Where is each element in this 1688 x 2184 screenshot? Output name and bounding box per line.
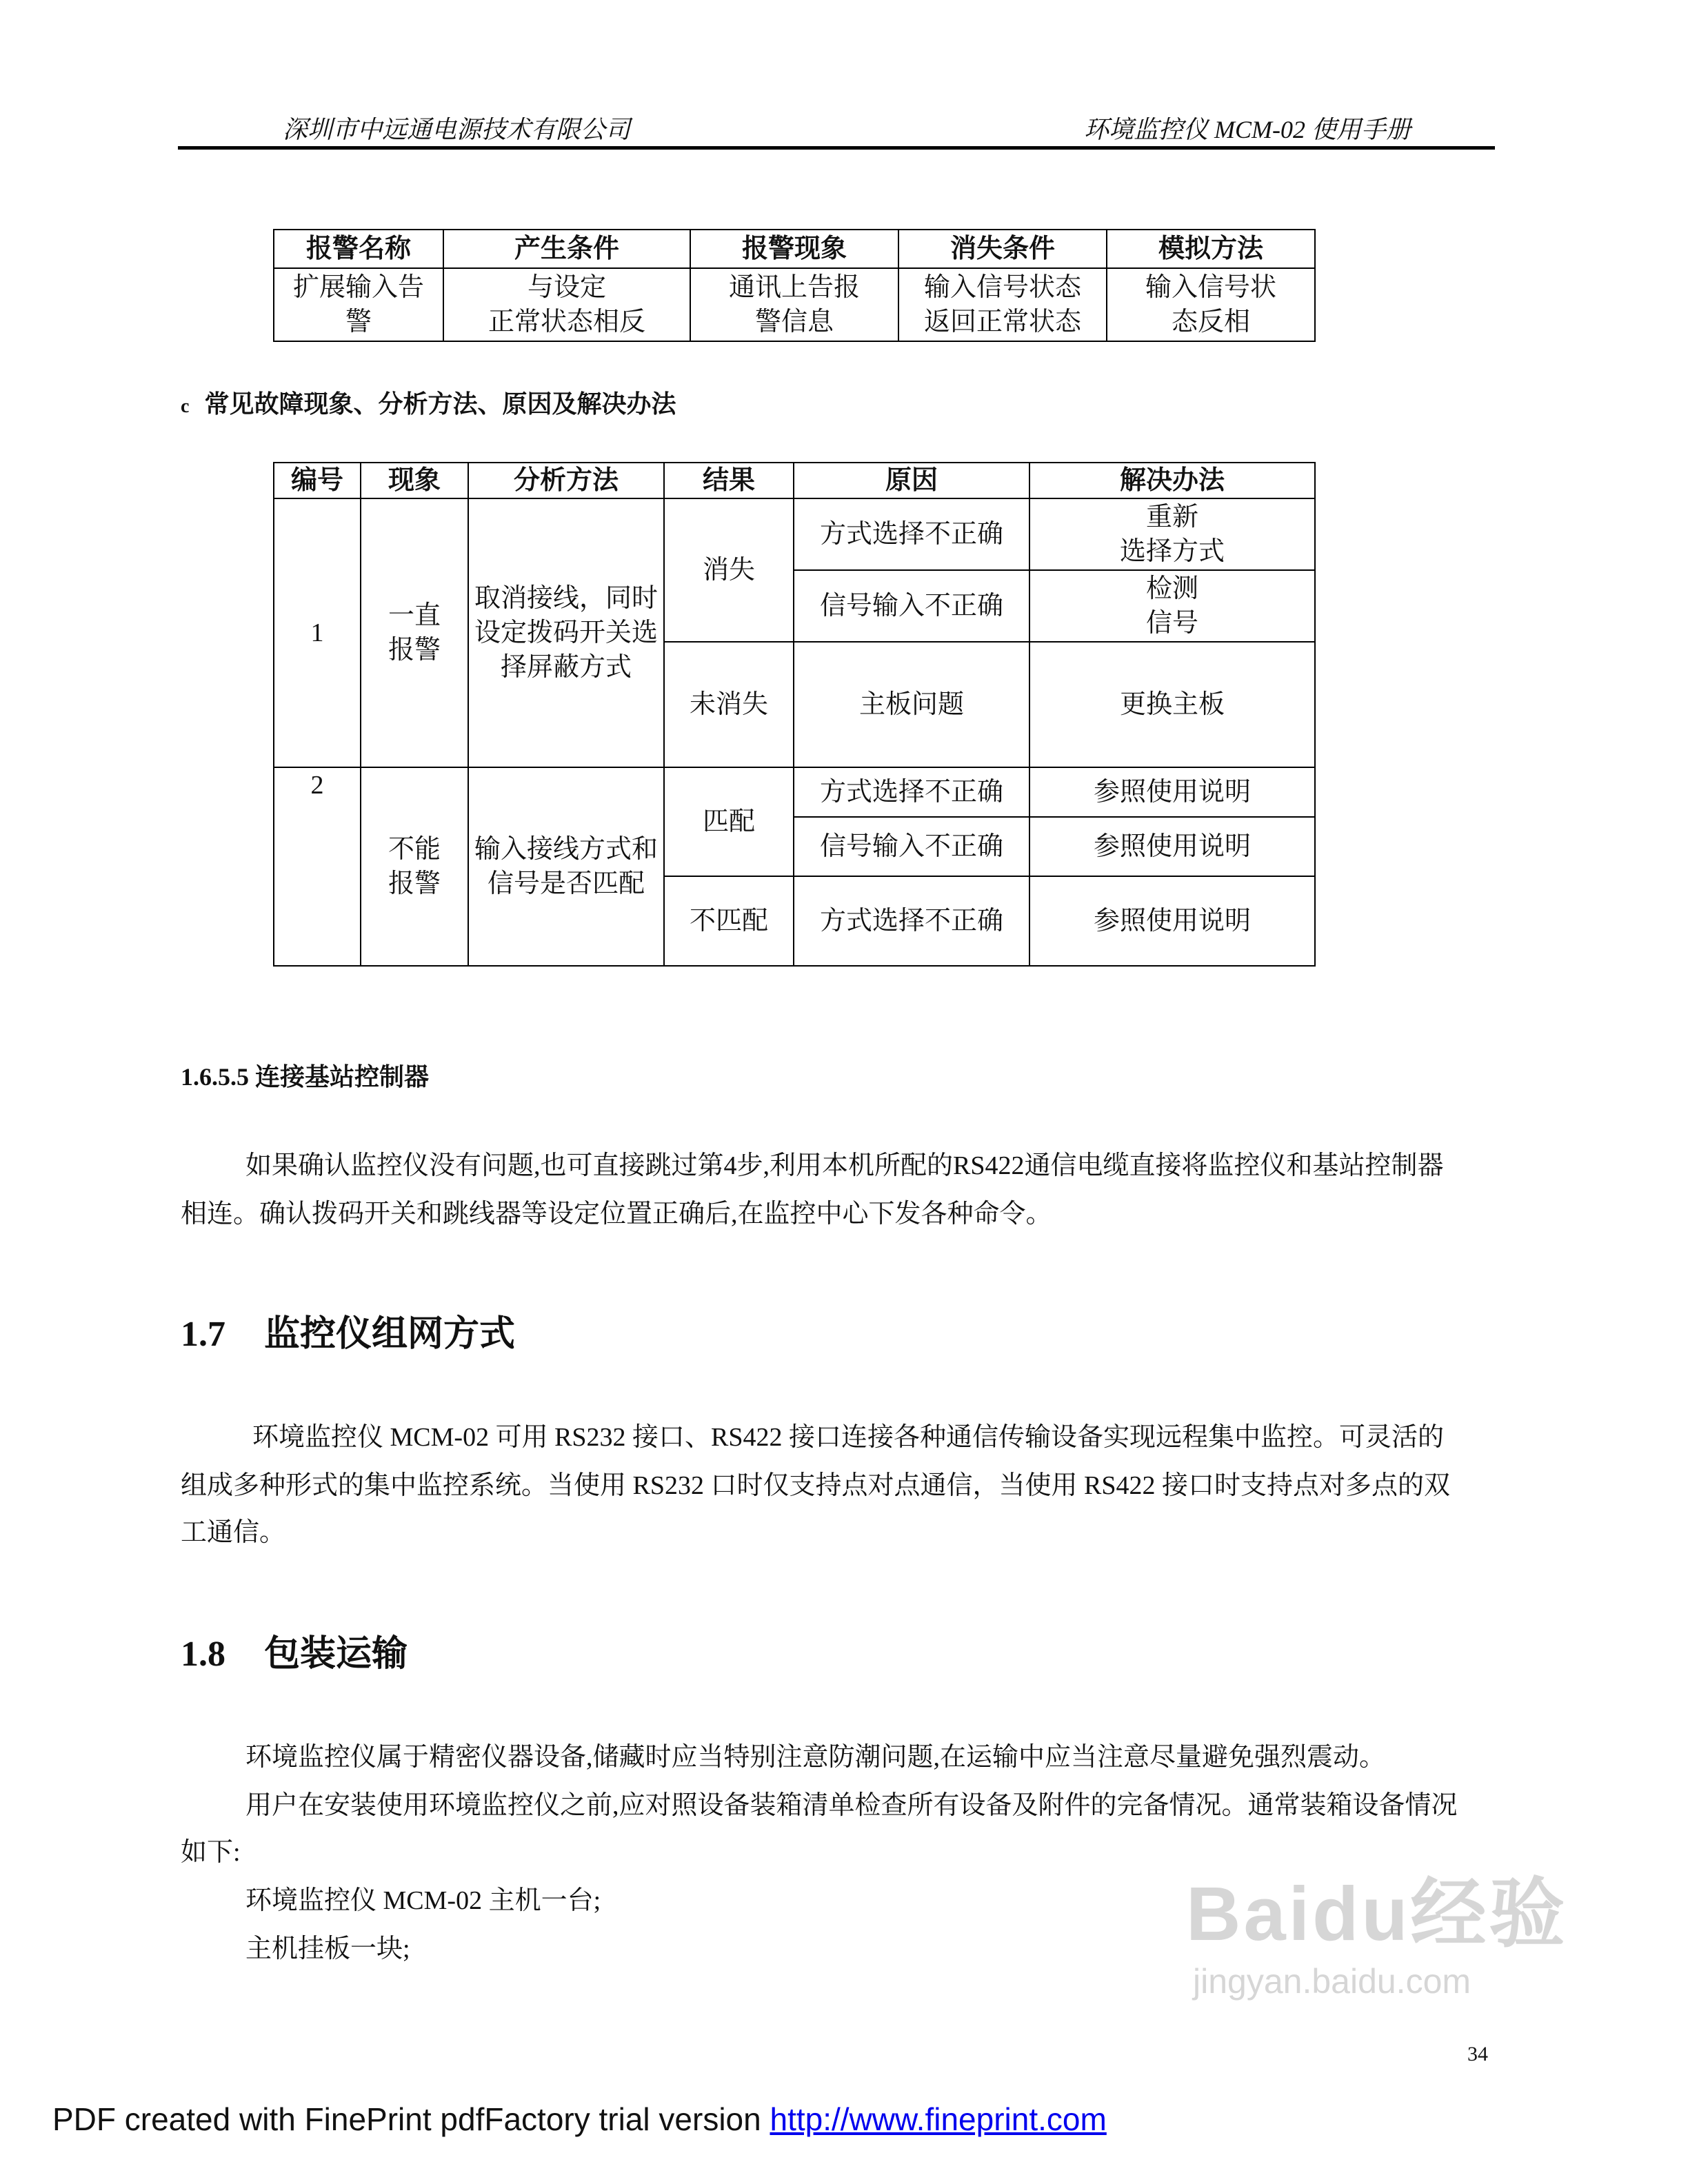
phenomenon: 不能 报警: [361, 767, 468, 966]
watermark-brand: Baidu经验: [1186, 1872, 1568, 1957]
paragraph-line: 工通信。: [181, 1518, 286, 1547]
analysis-method: 取消接线，同时设定拨码开关选择屏蔽方式: [468, 498, 664, 767]
header-company: 深圳市中远通电源技术有限公司: [283, 116, 631, 143]
page-number: 34: [1467, 2043, 1488, 2065]
section-number: 1.8: [181, 1635, 225, 1674]
result: 不匹配: [664, 876, 794, 966]
section-title: 监控仪组网方式: [264, 1315, 516, 1354]
col-header: 模拟方法: [1107, 230, 1315, 268]
paragraph-line: 主机挂板一块;: [245, 1934, 410, 1963]
result: 匹配: [664, 767, 794, 876]
solution: 检测 信号: [1029, 570, 1315, 642]
table-cell: 扩展输入告 警: [274, 268, 443, 341]
subsection-heading: 1.6.5.5 连接基站控制器: [181, 1063, 430, 1091]
col-header: 报警现象: [690, 230, 898, 268]
table-cell: 与设定 正常状态相反: [443, 268, 690, 341]
header-manual-title: 环境监控仪 MCM-02 使用手册: [1084, 116, 1411, 143]
paragraph-line: 用户在安装使用环境监控仪之前,应对照设备装箱清单检查所有设备及附件的完备情况。通常装箱设备情况: [245, 1791, 1458, 1820]
result: 消失: [664, 498, 794, 642]
col-header: 现象: [361, 463, 468, 498]
col-header: 结果: [664, 463, 794, 498]
fault-table: [273, 462, 1316, 967]
table-cell: 输入信号状 态反相: [1107, 268, 1315, 341]
paragraph-line: 环境监控仪 MCM-02 主机一台;: [245, 1886, 601, 1915]
section-title: 常见故障现象、分析方法、原因及解决办法: [204, 390, 676, 418]
solution: 参照使用说明: [1029, 817, 1315, 876]
watermark-url: jingyan.baidu.com: [1193, 1962, 1471, 2001]
cause: 信号输入不正确: [794, 817, 1029, 876]
solution: 参照使用说明: [1029, 767, 1315, 817]
col-header: 原因: [794, 463, 1029, 498]
paragraph-line: 相连。确认拨码开关和跳线器等设定位置正确后,在监控中心下发各种命令。: [181, 1200, 1052, 1228]
paragraph-line: 环境监控仪 MCM-02 可用 RS232 接口、RS422 接口连接各种通信传输设备实现远程集中监控。可灵活的: [252, 1423, 1445, 1452]
pdf-footer: [52, 2100, 1107, 2138]
section-number: 1.7: [181, 1315, 225, 1354]
col-header: 消失条件: [898, 230, 1107, 268]
paragraph-line: 如下:: [181, 1838, 241, 1867]
section-marker: c: [181, 396, 190, 417]
solution: 重新 选择方式: [1029, 498, 1315, 570]
row-number: 2: [274, 767, 361, 966]
col-header: 分析方法: [468, 463, 664, 498]
footer-link[interactable]: http://www.fineprint.com: [770, 2101, 1107, 2137]
col-header: 报警名称: [274, 230, 443, 268]
row-number: 1: [274, 498, 361, 767]
baidu-watermark: [1186, 1870, 1568, 2003]
paragraph-line: 如果确认监控仪没有问题,也可直接跳过第4步,利用本机所配的RS422通信电缆直接将监控仪和基站控制器: [245, 1151, 1444, 1180]
paragraph-line: 环境监控仪属于精密仪器设备,储藏时应当特别注意防潮问题,在运输中应当注意尽量避免强烈震动。: [245, 1743, 1386, 1772]
solution: 参照使用说明: [1029, 876, 1315, 966]
section-title: 包装运输: [264, 1635, 408, 1674]
paragraph-line: 组成多种形式的集中监控系统。当使用 RS232 口时仅支持点对点通信，当使用 RS422 接口时支持点对多点的双: [181, 1471, 1450, 1500]
col-header: 编号: [274, 463, 361, 498]
solution: 更换主板: [1029, 642, 1315, 767]
cause: 方式选择不正确: [794, 498, 1029, 570]
col-header: 产生条件: [443, 230, 690, 268]
cause: 方式选择不正确: [794, 767, 1029, 817]
table-cell: 通讯上告报 警信息: [690, 268, 898, 341]
cause: 方式选择不正确: [794, 876, 1029, 966]
table-cell: 输入信号状态 返回正常状态: [898, 268, 1107, 341]
phenomenon: 一直 报警: [361, 498, 468, 767]
analysis-method: 输入接线方式和信号是否匹配: [468, 767, 664, 966]
header-rule: [178, 146, 1495, 150]
footer-text: PDF created with FinePrint pdfFactory trial version: [52, 2101, 770, 2137]
cause: 主板问题: [794, 642, 1029, 767]
col-header: 解决办法: [1029, 463, 1315, 498]
cause: 信号输入不正确: [794, 570, 1029, 642]
result: 未消失: [664, 642, 794, 767]
alarm-table: [273, 229, 1316, 342]
